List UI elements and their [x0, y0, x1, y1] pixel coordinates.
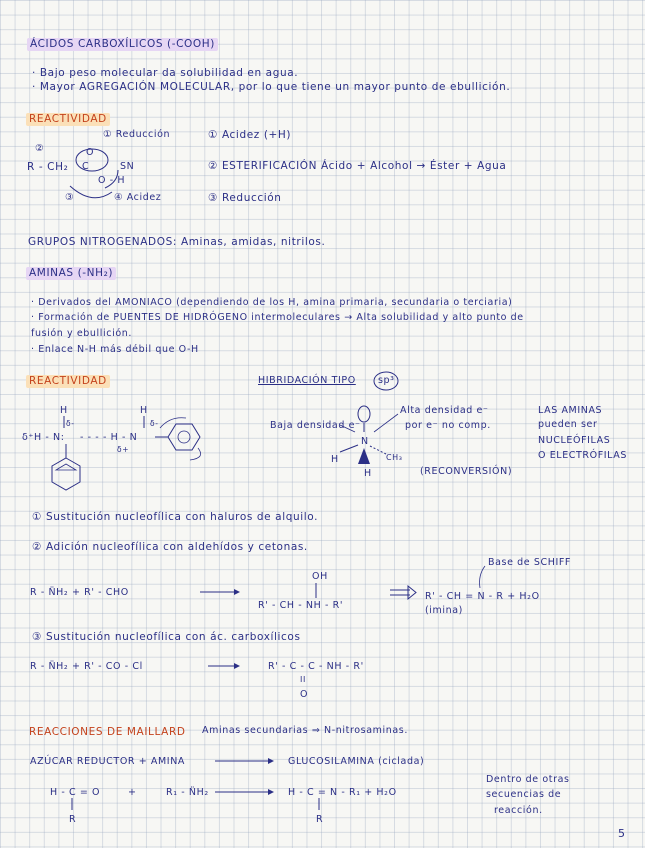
h-top-2: H	[140, 405, 148, 416]
n3-label: ③	[65, 192, 75, 203]
reactivity-heading-2: REACTIVIDAD	[26, 375, 110, 388]
oh-label: O - H	[98, 175, 126, 186]
reaction-2: ② Adición nucleofílica con aldehídos y cetonas.	[32, 541, 308, 553]
reconversion-label: (RECONVERSIÓN)	[420, 466, 513, 477]
maillard-plus: +	[128, 787, 137, 798]
r2-right: R' - CH = N - R + H₂O	[425, 591, 540, 602]
side-note: O ELECTRÓFILAS	[538, 450, 628, 461]
maillard-aldehyde: H - C = O	[50, 787, 101, 798]
hydrogen-bond: - - - - H - N	[80, 432, 138, 443]
react1-item: ② ESTERIFICACIÓN Ácido + Alcohol → Éster + Agua	[208, 160, 507, 172]
reaction-3: ③ Sustitución nucleofílica con ác. carboxílicos	[32, 631, 301, 643]
r3-left: R - N̈H₂ + R' - CO - Cl	[30, 661, 143, 672]
oh-top: OH	[312, 571, 328, 582]
maillard-subtitle: Aminas secundarias ⇒ N-nitrosaminas.	[202, 725, 408, 736]
amine-left: δ⁺H - N:	[22, 432, 65, 443]
carboxyl-formula: R - CH₂	[27, 161, 69, 173]
lone-pair-note: por e⁻ no comp.	[405, 420, 491, 431]
maillard-note: reacción.	[494, 805, 543, 816]
maillard-amine: R₁ - N̈H₂	[166, 787, 209, 798]
sp3-label: sp³	[378, 375, 395, 386]
schiff-label: Base de SCHIFF	[488, 557, 571, 568]
amines-bullet: · Derivados del AMONIACO (dependiendo de los H, amina primaria, secundaria o terciaria)	[31, 297, 513, 308]
h-bottom: H	[364, 468, 372, 479]
amines-bullet: · Formación de PUENTES DE HIDRÓGENO intermoleculares → Alta solubilidad y alto punto de	[31, 312, 524, 323]
n2-label: ②	[35, 143, 45, 154]
r3-double-bond: II	[300, 675, 306, 684]
maillard-note: secuencias de	[486, 789, 562, 800]
hybridization-label: HIBRIDACIÓN TIPO	[258, 375, 356, 386]
delta-minus-2: δ-	[150, 419, 159, 428]
amines-bullet: fusión y ebullición.	[31, 328, 132, 339]
maillard-note: Dentro de otras	[486, 774, 570, 785]
delta-minus-1: δ-	[66, 419, 75, 428]
side-note: pueden ser	[538, 419, 598, 430]
maillard-reactants: AZÚCAR REDUCTOR + AMINA	[30, 756, 186, 767]
c-label: C	[82, 161, 90, 172]
r2-left: R - N̈H₂ + R' - CHO	[30, 587, 129, 598]
amines-bullet: · Enlace N-H más débil que O-H	[31, 344, 199, 355]
maillard-product: GLUCOSILAMINA (ciclada)	[288, 756, 425, 767]
h-top-1: H	[60, 405, 68, 416]
imina-label: (imina)	[425, 605, 463, 616]
r3-oxygen: O	[300, 689, 309, 700]
property-line: · Bajo peso molecular da solubilidad en agua.	[32, 67, 299, 79]
reactivity-heading: REACTIVIDAD	[26, 113, 110, 126]
r2-mid: R' - CH - NH - R'	[258, 600, 344, 611]
acidez-label: ④ Acidez	[114, 192, 162, 203]
nitrogen-groups: GRUPOS NITROGENADOS: Aminas, amidas, nitrilos.	[28, 236, 326, 248]
page-title: ÁCIDOS CARBOXÍLICOS (-COOH)	[27, 38, 218, 51]
ch3-label: CH₃	[386, 453, 403, 462]
o-label: O	[86, 147, 95, 158]
amines-heading: AMINAS (-NH₂)	[26, 267, 116, 280]
n-center: N	[361, 436, 369, 447]
reaction-1: ① Sustitución nucleofílica con haluros de alquilo.	[32, 511, 319, 523]
low-density: Baja densidad e⁻	[270, 420, 361, 431]
maillard-r1: R	[69, 814, 77, 825]
react1-item: ③ Reducción	[208, 192, 282, 204]
maillard-heading: REACCIONES DE MAILLARD	[29, 726, 186, 738]
sn-label: SN	[120, 161, 135, 172]
page-number: 5	[618, 827, 626, 840]
high-density: Alta densidad e⁻	[400, 405, 489, 416]
property-line: · Mayor AGREGACIÓN MOLECULAR, por lo que tiene un mayor punto de ebullición.	[32, 81, 511, 93]
side-note: NUCLEÓFILAS	[538, 435, 611, 446]
react1-item: ① Acidez (+H)	[208, 129, 292, 141]
h-left: H	[331, 454, 339, 465]
delta-plus: δ+	[117, 445, 130, 454]
side-note: LAS AMINAS	[538, 405, 603, 416]
reduction-label: ① Reducción	[103, 129, 171, 140]
maillard-imine: H - C = N - R₁ + H₂O	[288, 787, 397, 798]
r3-right: R' - C - C - NH - R'	[268, 661, 364, 672]
maillard-r2: R	[316, 814, 324, 825]
